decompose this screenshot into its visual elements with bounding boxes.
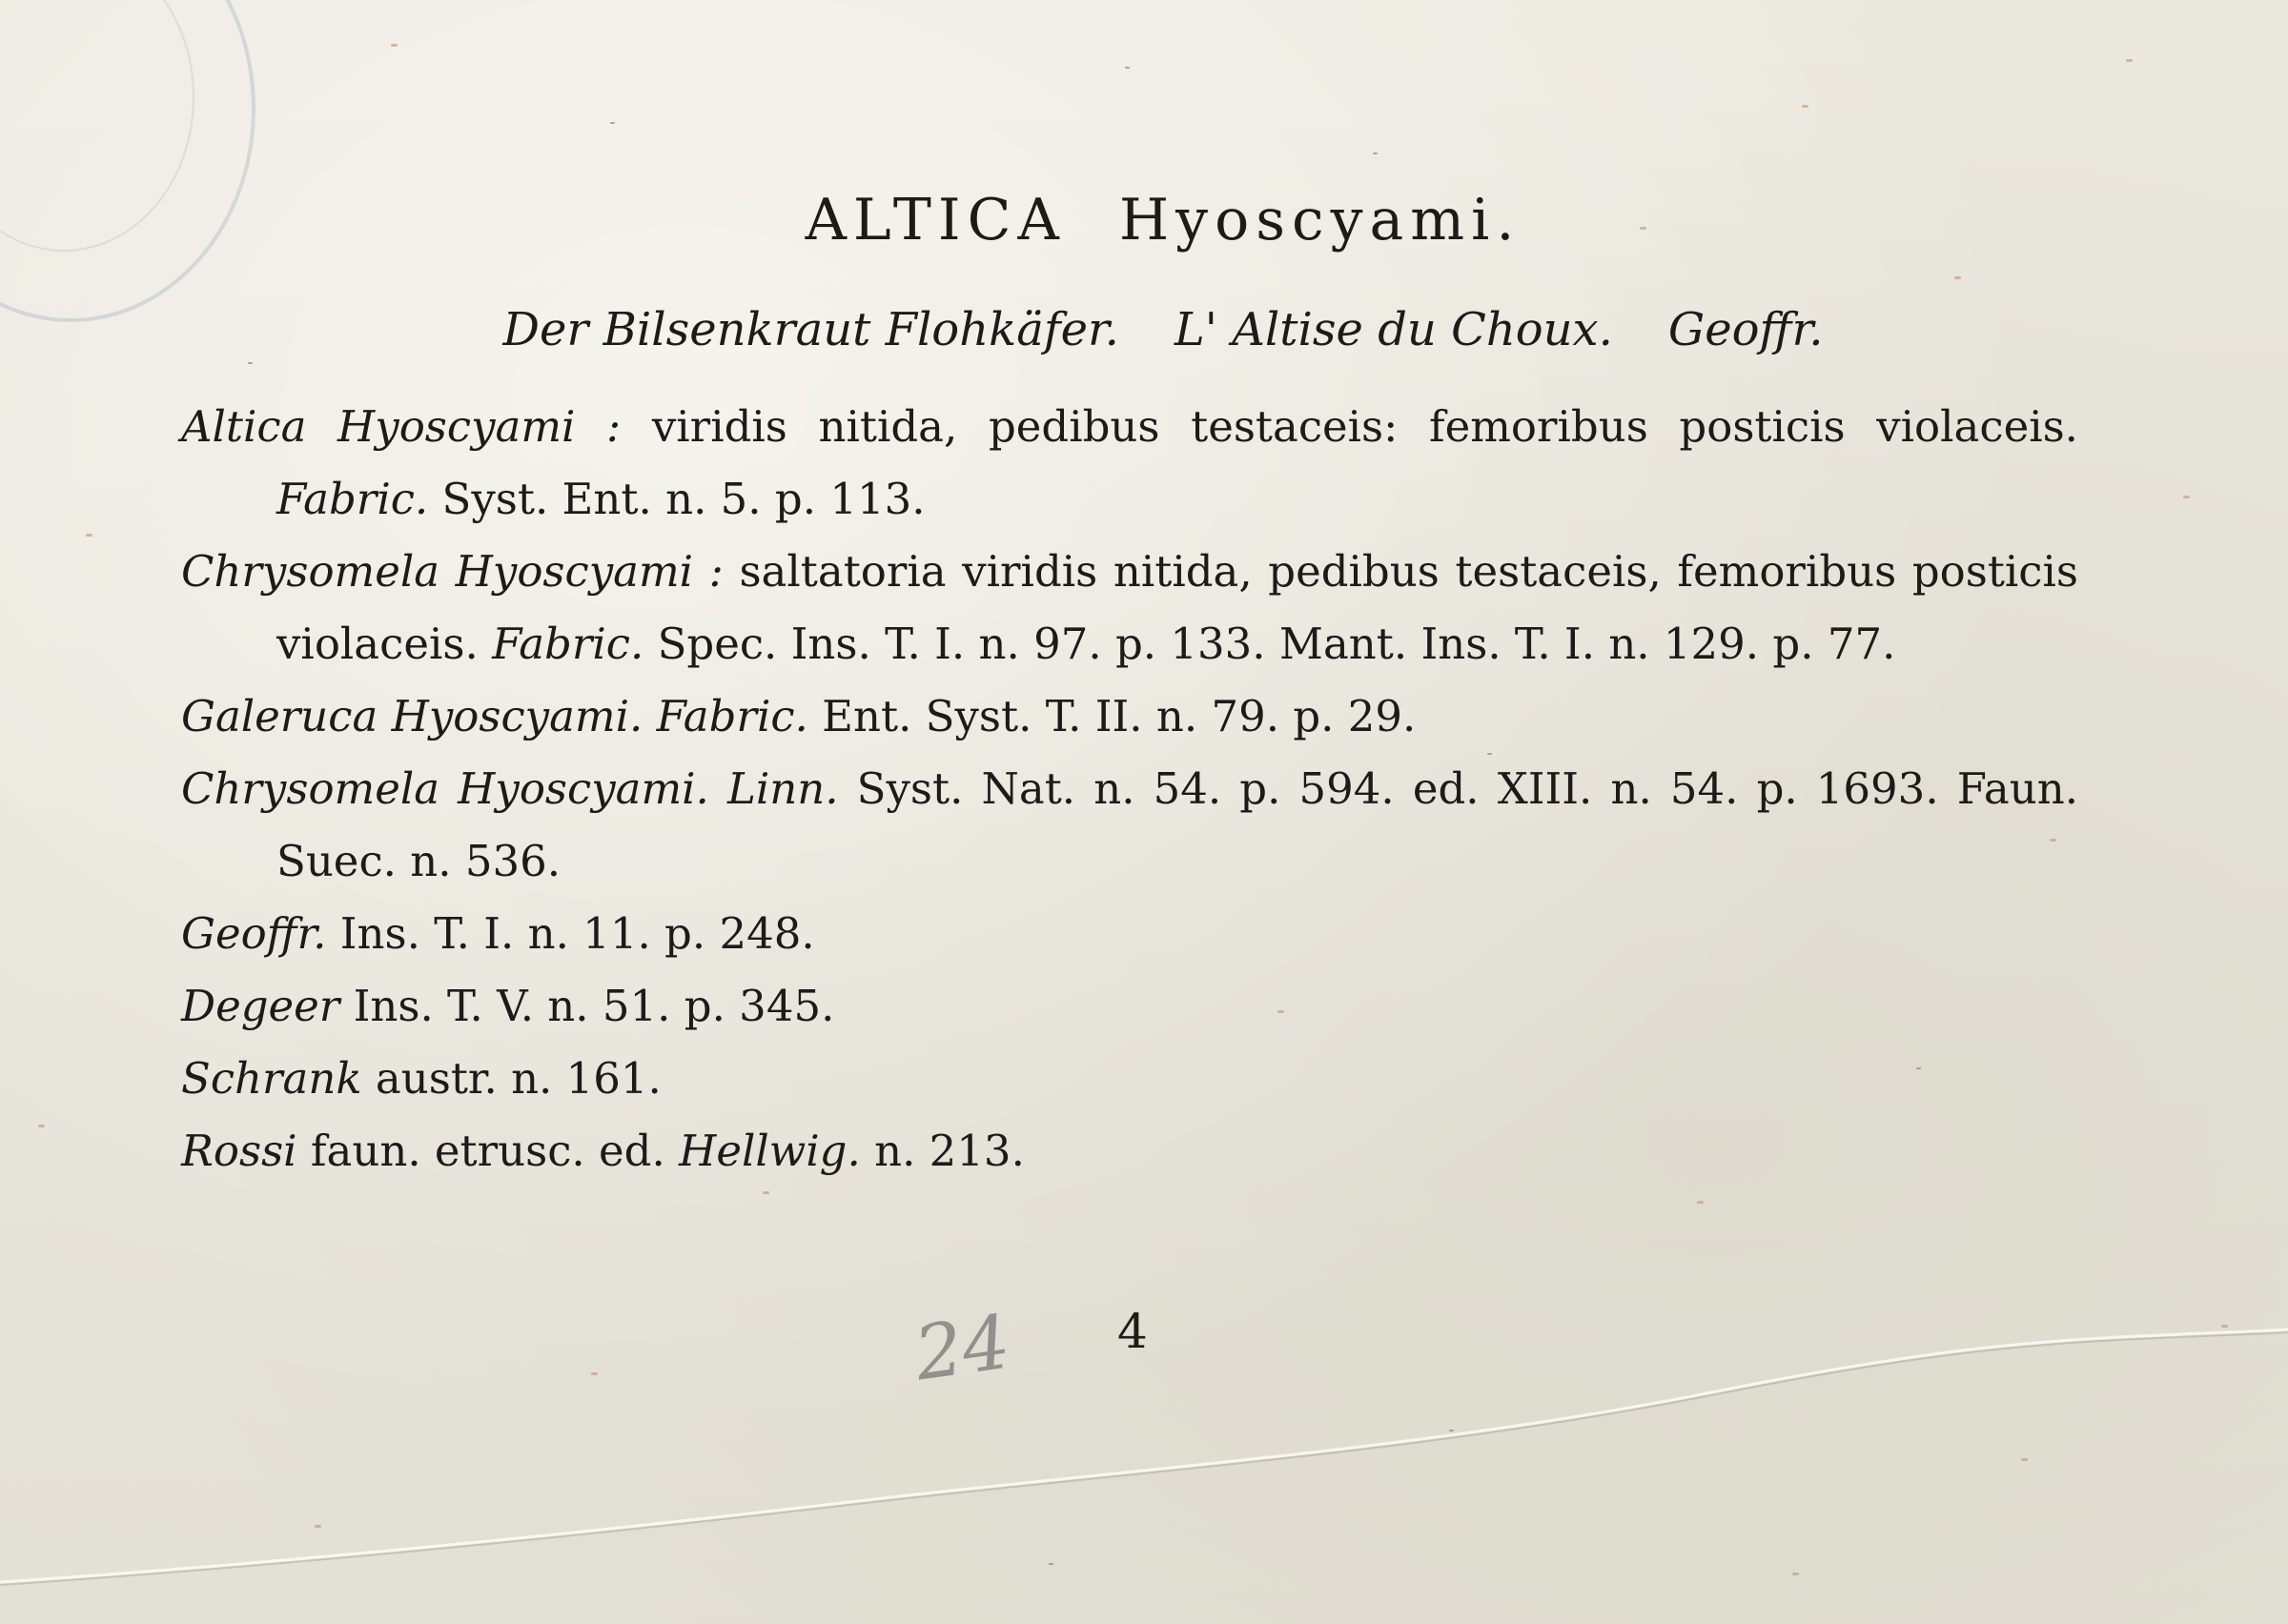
entry-text: saltatoria viridis nitida, pedibus testaceis, femoribus posticis violaceis.	[276, 546, 2078, 669]
synonymy-entry-6	[181, 970, 2078, 1043]
entry-taxon-name: Galeruca Hyoscyami.	[181, 691, 644, 741]
synonymy-entry-2	[181, 536, 2078, 680]
entry-taxon-name: Altica Hyoscyami :	[181, 401, 622, 452]
synonymy-entry-3	[181, 680, 2078, 753]
synonymy-entry-4	[181, 753, 2078, 898]
entry-taxon-name: Geoffr.	[181, 908, 327, 959]
entry-taxon-name: Chrysomela Hyoscyami :	[181, 546, 724, 597]
page-subtitle	[0, 303, 2288, 356]
entry-taxon-name: Rossi	[181, 1126, 297, 1176]
entry-author: Fabric.	[656, 691, 808, 741]
title-species: Hyoscyami.	[1118, 187, 1522, 254]
synonymy-entry-1	[181, 391, 2078, 536]
subtitle-authority: Geoffr.	[1667, 303, 1824, 356]
synonymy-entry-7	[181, 1043, 2078, 1115]
synonymy-entry-8	[181, 1115, 2078, 1188]
subtitle-german-name: Der Bilsenkraut Flohkäfer.	[502, 303, 1119, 356]
entry-taxon-name: Schrank	[181, 1053, 362, 1104]
synonymy-list	[181, 391, 2078, 1188]
entry-citation: Ent. Syst. T. II. n. 79. p. 29.	[807, 691, 1417, 741]
entry-text	[643, 691, 656, 741]
entry-text: faun. etrusc. ed.	[296, 1126, 680, 1176]
entry-text: austr. n. 161.	[361, 1053, 662, 1104]
title-genus: ALTICA	[805, 187, 1066, 254]
handwritten-mark: 24	[909, 1299, 1016, 1398]
entry-text: viridis nitida, pedibus testaceis: femoribus posticis violaceis.	[621, 401, 2078, 452]
entry-citation: n. 213.	[860, 1126, 1025, 1176]
entry-text	[709, 763, 727, 814]
page-number: 4	[1117, 1304, 1148, 1359]
entry-citation: Spec. Ins. T. I. n. 97. p. 133. Mant. Ins. T. I. n. 129. p. 77.	[644, 619, 1896, 669]
subtitle-french-name: L' Altise du Choux.	[1174, 303, 1613, 356]
entry-text: Ins. T. I. n. 11. p. 248.	[326, 908, 815, 959]
entry-citation: Syst. Nat. n. 54. p. 594. ed. XIII. n. 54. p. 1693. Faun. Suec. n. 536.	[276, 763, 2079, 886]
entry-author: Fabric.	[276, 474, 429, 524]
entry-author: Fabric.	[492, 619, 644, 669]
page-title	[0, 187, 2288, 254]
entry-author: Hellwig.	[679, 1126, 861, 1176]
entry-taxon-name: Chrysomela Hyoscyami.	[181, 763, 709, 814]
entry-taxon-name: Degeer	[181, 981, 340, 1031]
synonymy-entry-5	[181, 898, 2078, 970]
entry-author: Linn.	[726, 763, 839, 814]
entry-text: Ins. T. V. n. 51. p. 345.	[339, 981, 835, 1031]
entry-citation: Syst. Ent. n. 5. p. 113.	[428, 474, 926, 524]
